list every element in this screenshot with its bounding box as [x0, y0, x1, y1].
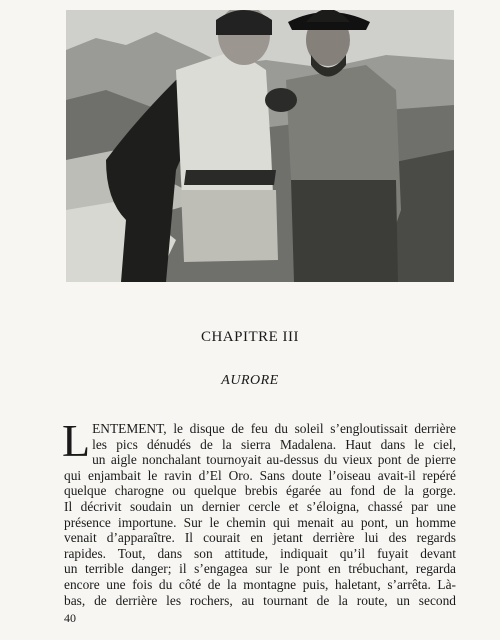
drop-cap: L	[62, 415, 91, 466]
text-line: quelque charogne ou quelque brebis égarée au fond de la gorge.	[64, 483, 456, 499]
text-line: ENTEMENT, le disque de feu du soleil s’engloutissait derrière	[92, 421, 456, 436]
text-line: un terrible danger; il s’engagea sur le pont en trébuchant, regarda	[64, 561, 456, 577]
text-line: venait d’apparaître. Il courait en jetant derrière lui des regards	[64, 530, 456, 546]
photo-illustration	[66, 10, 454, 282]
text-line: encore une fois du côté de la montagne puis, haletant, s’arrêta. Là-	[64, 576, 456, 592]
chapter-title: CHAPITRE III	[200, 329, 300, 345]
text-line: présence importune. Sur le chemin qui menait au pont, un homme	[64, 514, 456, 530]
body-paragraph	[62, 415, 456, 608]
text-line: un aigle nonchalant tournoyait au-dessus du vieux pont de pierre	[92, 452, 456, 468]
text-line: les pics dénudés de la sierra Madalena. Haut dans le ciel,	[92, 436, 456, 452]
text-line: qui enjambait le ravin d’El Oro. Sans doute l’oiseau avait-il repéré	[64, 467, 456, 483]
text-line: bas, de derrière les rochers, au tournant de la route, un second	[64, 592, 456, 608]
page-number: 40	[64, 611, 76, 625]
film-still-photo	[66, 10, 454, 282]
first-word-rest: ENTEMENT,	[92, 421, 167, 436]
chapter-subtitle: AURORE	[221, 373, 279, 388]
text-line: rapides. Tout, dans son attitude, indiquait qu’il fuyait devant	[64, 545, 456, 561]
text-line: Il décrivit soudain un dernier cercle et s’éloigna, chassé par une	[64, 498, 456, 514]
